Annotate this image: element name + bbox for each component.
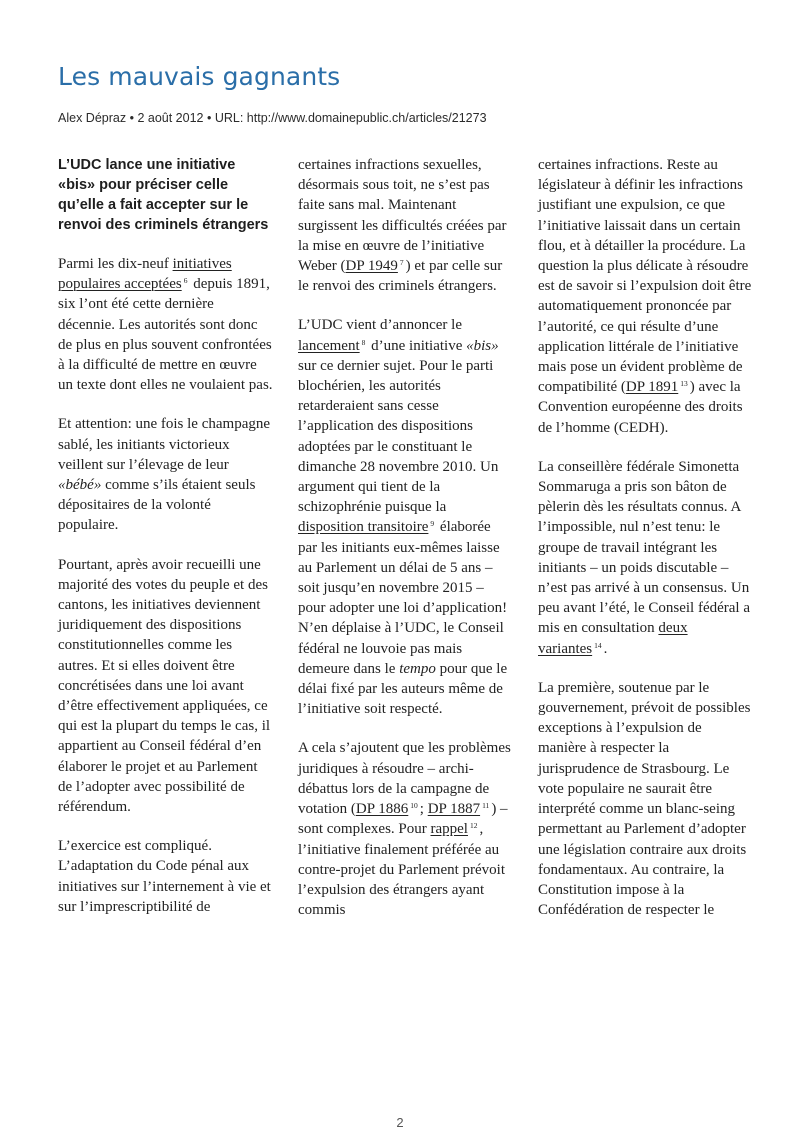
link-rappel[interactable]: rappel	[430, 821, 468, 838]
text: pour que le délai fixé par les auteurs même de l’initiative soit respecté.	[298, 660, 508, 718]
paragraph-4-continued	[298, 155, 513, 296]
paragraph-2	[58, 414, 273, 535]
paragraph-3: Pourtant, après avoir recueilli une majorité des votes du peuple et des cantons, les initiatives deviennent juridiquement des dispositions constitutionnelles comme les autres. Et si elles doivent être concrétisées dans une loi avant d’être effectivement appliquées, ce qui est la plupart du temps le cas, il appartient au Conseil fédéral d’en élaborer le projet et au Parlement de l’adopter avec possibilité de référendum.	[58, 556, 271, 816]
paragraph-4: L’exercice est compliqué. L’adaptation du Code pénal aux initiatives sur l’internement à vie et sur l’imprescriptibilité de	[58, 838, 271, 915]
paragraph-6-continued	[538, 155, 753, 438]
paragraph-5	[298, 315, 513, 719]
text: .	[603, 640, 608, 657]
column-1	[58, 155, 273, 936]
text: sur ce dernier sujet. Pour le parti blochérien, les autorités retarderaient sans cesse l’application des dispositions adoptées par le constituant le dimanche 28 novembre 2010. Un argument qui tient de la schizophrénie puisque la	[298, 357, 499, 516]
footnote-ref: 14	[594, 640, 602, 650]
emphasis-tempo: tempo	[399, 660, 436, 677]
text: ) avec la Convention européenne des droits de l’homme (CEDH).	[538, 379, 743, 436]
paragraph-1	[58, 254, 273, 395]
emphasis-bebe: «bébé»	[58, 477, 102, 494]
byline-separator: •	[129, 111, 134, 125]
footnote-ref: 7	[399, 258, 404, 268]
link-dp-1886[interactable]: DP 1886	[355, 801, 409, 818]
text: , l’initiative finalement préférée au contre-projet du Parlement prévoit l’expulsion des étrangers ayant commis	[298, 821, 506, 919]
text: A cela s’ajoutent que les problèmes juridiques à résoudre – archi-débattus lors de la campagne de votation (	[298, 740, 511, 818]
paragraph-6	[298, 738, 513, 920]
text: ) – sont complexes. Pour	[298, 801, 508, 838]
lead-paragraph: L’UDC lance une initiative «bis» pour préciser celle qu’elle a fait accepter sur le renvoi des criminels étrangers	[58, 157, 269, 233]
link-lancement[interactable]: lancement	[298, 337, 360, 354]
link-dp-1887[interactable]: DP 1887	[427, 801, 481, 818]
footnote-ref: 10	[410, 801, 418, 811]
link-dp-1949[interactable]: DP 1949	[345, 258, 398, 275]
paragraph-8: La première, soutenue par le gouvernement, prévoit de possibles exceptions à l’expulsion de manière à respecter la jurisprudence de Strasbourg. Le vote populaire ne saurait être interprété comme un blanc-seing permettant au Parlement d’adopter une législation contraire aux droits fondamentaux. Au contraire, la Constitution impose à la Confédération de respecter le	[538, 679, 751, 919]
footnote-ref: 12	[469, 821, 478, 831]
footnote-ref: 11	[482, 801, 490, 811]
date: 2 août 2012	[137, 111, 204, 125]
byline-separator: •	[206, 111, 212, 125]
text: d’une initiative	[367, 337, 467, 354]
paragraph-7	[538, 457, 753, 659]
footnote-ref: 13	[680, 379, 688, 389]
text: ;	[419, 801, 428, 818]
author: Alex Dépraz	[58, 111, 127, 125]
link-deux-variantes[interactable]: deux variantes	[538, 620, 688, 657]
footnote-ref: 8	[361, 337, 366, 347]
text: élaborée par les initiants eux-mêmes laisse au Parlement un délai de 5 ans – soit jusqu’en novembre 2015 – pour adopter une loi d’application! N’en déplaise à l’UDC, le Conseil fédéral ne louvoie pas mais demeure dans le	[298, 519, 508, 677]
text: certaines infractions sexuelles, désormais sous toit, ne s’est pas faite sans mal. Maintenant surgissent les difficultés créées par la mise en œuvre de l’initiative Weber (	[298, 157, 507, 275]
article-title: Les mauvais gagnants	[58, 62, 341, 91]
link-initiatives-acceptees[interactable]: initiatives populaires acceptées	[58, 256, 232, 293]
byline	[58, 111, 487, 125]
text: La conseillère fédérale Simonetta Sommaruga a pris son bâton de pèlerin dès les résultats connus. A l’impossible, nul n’est tenu: le groupe de travail intégrant les initiants – un poids discutable – n’est pas arrivé à un consensus. Un peu avant l’été, le Conseil fédéral a mis en consultation	[538, 458, 750, 637]
text: depuis 1891, six l’ont été cette dernière décennie. Les autorités sont donc de plus en plus souvent confrontées à la difficulté de mettre en œuvre un texte dont elles ne voulaient pas.	[58, 276, 273, 394]
text: ) et par celle sur le renvoi des criminels étrangers.	[298, 258, 503, 295]
text: Parmi les dix-neuf	[58, 256, 173, 272]
text: certaines infractions. Reste au législateur à définir les infractions justifiant une expulsion, ce que l’initiative laissait dans un certain flou, et à détailler la procédure. La question la plus délicate à résoudre est de savoir si l’expulsion doit être automatiquement prononcée par l’autorité, ce qui résulte d’une application littérale de l’initiative mais pose un évident problème de compatibilité (	[538, 157, 752, 396]
page-number: 2	[396, 1115, 404, 1130]
text: comme s’ils étaient seuls dépositaires de la volonté populaire.	[58, 477, 256, 534]
article-url: URL: http://www.domainepublic.ch/articles/21273	[214, 111, 487, 125]
emphasis-bis: «bis»	[466, 337, 499, 354]
link-disposition-transitoire[interactable]: disposition transitoire	[298, 519, 429, 536]
footnote-ref: 6	[183, 276, 188, 286]
column-2	[298, 155, 513, 939]
link-dp-1891[interactable]: DP 1891	[625, 379, 679, 396]
text: L’UDC vient d’annoncer le	[298, 317, 462, 334]
text: Et attention: une fois le champagne sablé, les initiants victorieux veillent sur l’élevage de leur	[58, 416, 271, 473]
column-3	[538, 155, 753, 939]
footnote-ref: 9	[430, 519, 435, 529]
